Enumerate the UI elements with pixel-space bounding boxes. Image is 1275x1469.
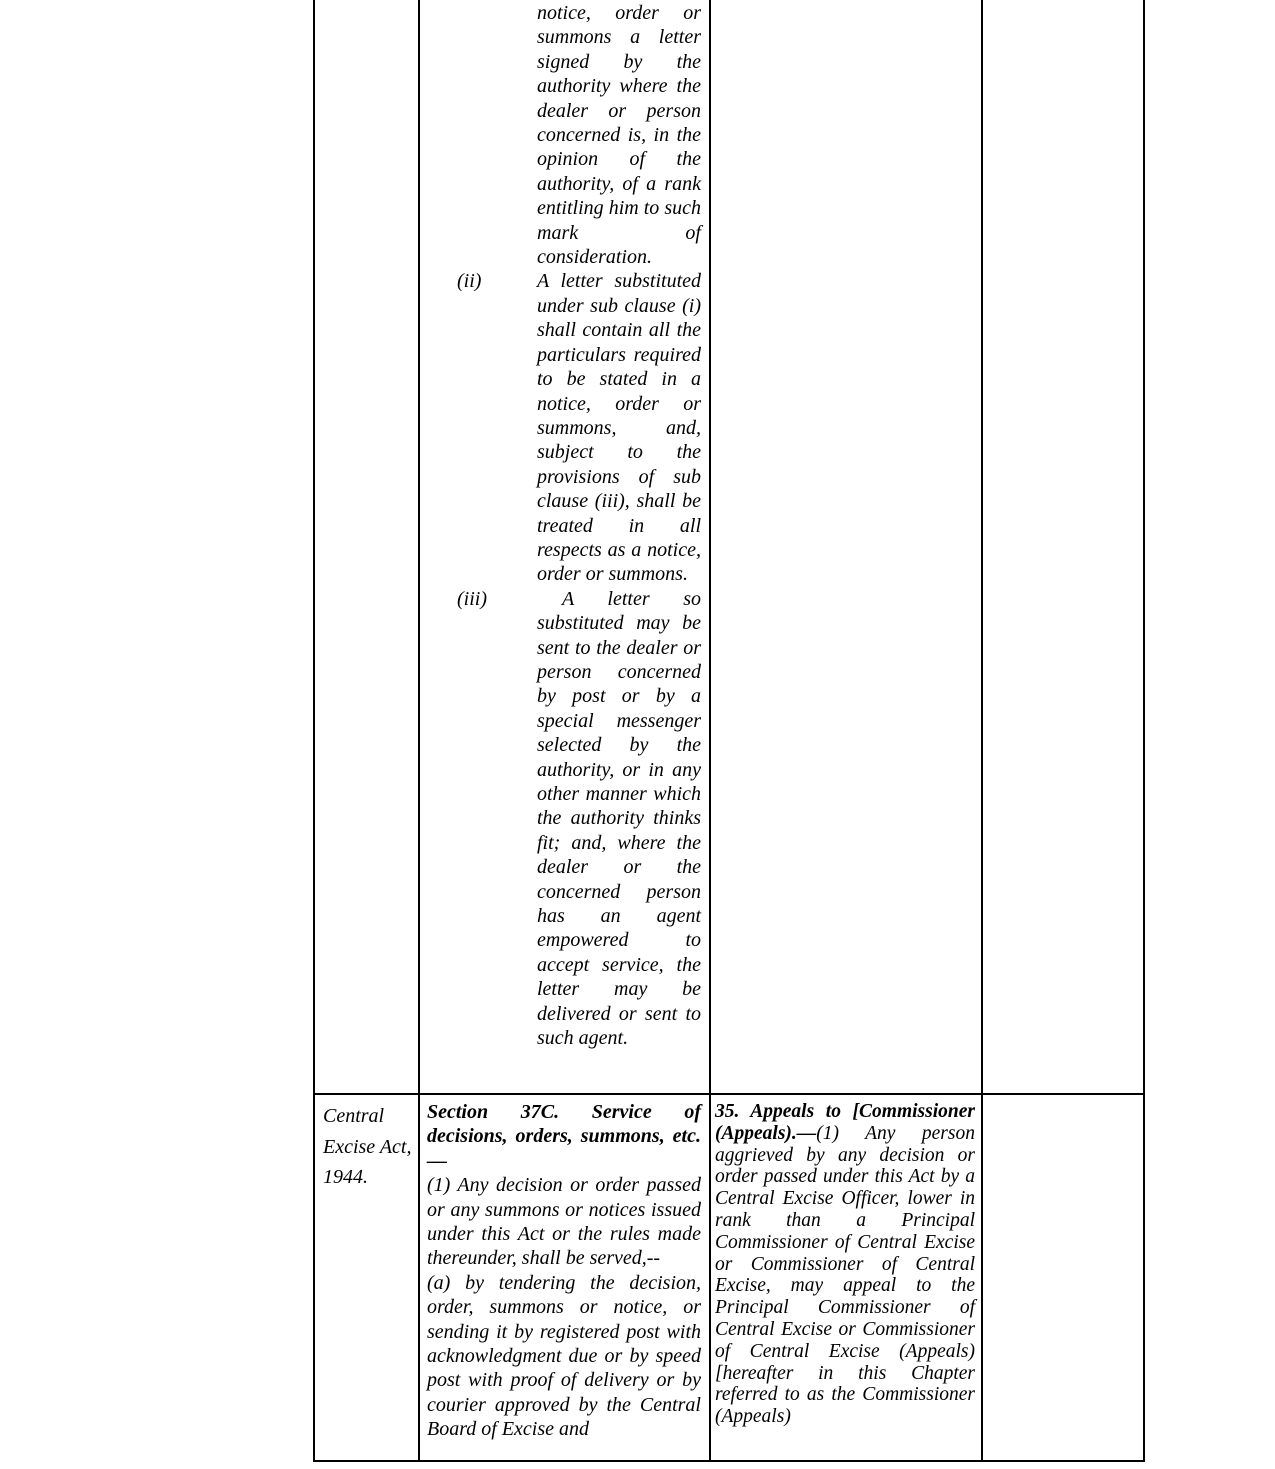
clause-item-ii bbox=[420, 269, 701, 586]
clause-text-iii: A letter so substituted may be sent to the dealer or person concerned by post or by a special messenger selected by the authority, or in any other manner which the authority thinks fit; and, where the dealer or the concerned person has an agent empowered to accept service, the letter may be delivered or sent to such agent. bbox=[537, 587, 701, 1050]
table-cell-r1-provision-text bbox=[418, 0, 709, 1095]
section-37c-clause-1: (1) Any decision or order passed or any summons or notices issued under this Act or the rules made thereunder, shall be served,-- bbox=[427, 1174, 701, 1270]
table-cell-r1-notes-empty bbox=[981, 0, 1145, 1095]
section-37c-clause-a: (a) by tendering the decision, order, summons or notice, or sending it by registered post with acknowledgment due or by speed post with proof of delivery or by courier approved by the Central Board of Excise and bbox=[427, 1271, 701, 1441]
section-35-body: (1) Any person aggrieved by any decision or order passed under this Act by a Central Excise Officer, lower in rank than a Principal Commissioner of Central Excise or Commissioner of Central Excise, may appeal to the Principal Commissioner of Central Excise or Commissioner of Central Excise (Appeals) [hereafter in this Chapter referred to as the Commissioner (Appeals) bbox=[715, 1122, 975, 1428]
section-37c-heading: Section 37C. Service of decisions, orders, summons, etc. — bbox=[427, 1101, 701, 1172]
table-cell-r2-comparison-text bbox=[709, 1095, 981, 1462]
statute-comparison-table bbox=[313, 0, 1145, 1462]
clause-i-continuation-paragraph: notice, order or summons a letter signed by the authority where the dealer or person concerned is, in the opinion of the authority, of a rank entitling him to such mark of consideration. bbox=[537, 2, 701, 269]
clause-label-ii: (ii) bbox=[457, 270, 482, 293]
section-35-heading: 35. Appeals to [Commissioner (Appeals).— bbox=[715, 1101, 975, 1144]
table-cell-r2-act-name bbox=[313, 1095, 418, 1462]
clause-text-ii: A letter substituted under sub clause (i) shall contain all the particulars required to be stated in a notice, order or summons, and, subject to the provisions of sub clause (iii), shall be treated in all respects as a notice, order or summons. bbox=[537, 270, 701, 586]
clause-label-iii: (iii) bbox=[457, 587, 487, 610]
table-cell-r2-notes-empty bbox=[981, 1095, 1145, 1462]
table-cell-r1-comparison-empty bbox=[709, 0, 981, 1095]
table-cell-r1-act-name-empty bbox=[313, 0, 418, 1095]
act-name-text: Central Excise Act, 1944. bbox=[323, 1105, 412, 1188]
section-35-paragraph bbox=[715, 1101, 975, 1428]
table-cell-r2-provision-text bbox=[418, 1095, 709, 1462]
clause-item-iii bbox=[420, 587, 701, 1051]
